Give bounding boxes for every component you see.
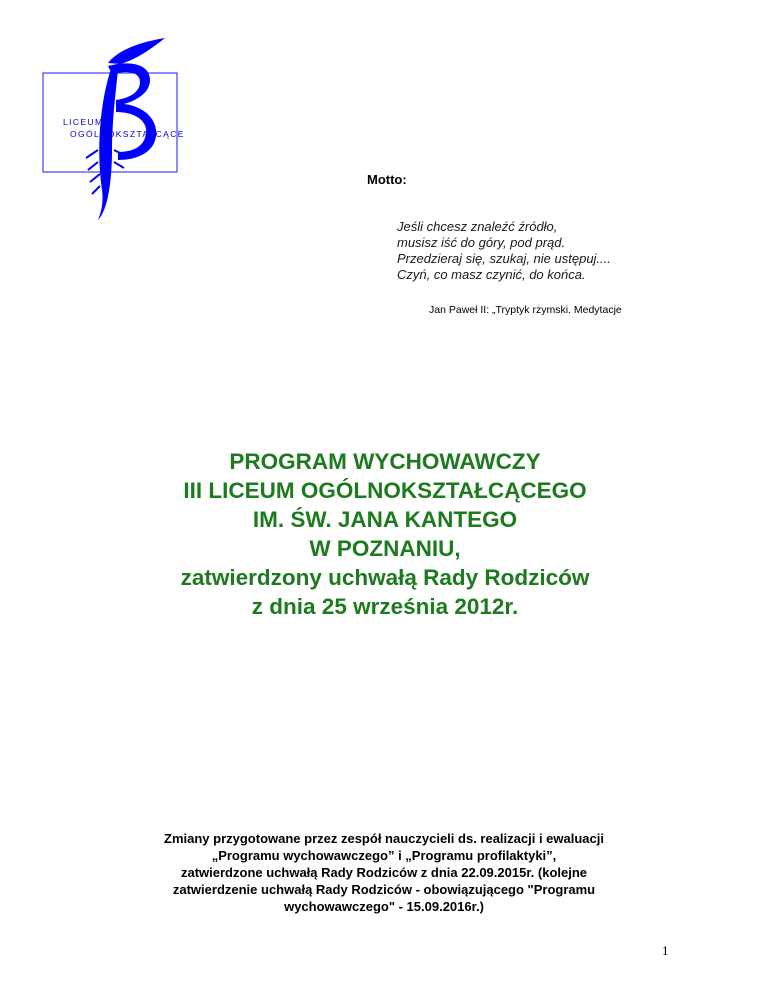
poem-line: Czyń, co masz czynić, do końca. — [397, 267, 586, 282]
document-title — [0, 447, 768, 621]
changes-line: wychowawczego" - 15.09.2016r.) — [284, 899, 484, 914]
motto-label: Motto: — [367, 172, 407, 187]
motto-poem — [397, 219, 611, 283]
feather-logo-icon — [0, 0, 238, 308]
feather-quill — [98, 66, 118, 220]
logo-line-1: LICEUM — [63, 117, 104, 127]
changes-line: Zmiany przygotowane przez zespół nauczycieli ds. realizacji i ewaluacji — [164, 831, 604, 846]
school-logo — [0, 0, 238, 308]
title-line: IM. ŚW. JANA KANTEGO — [252, 507, 518, 532]
logo-line-2: OGÓLNOKSZTAŁCĄCE — [70, 129, 185, 139]
title-line: W POZNANIU, — [309, 536, 461, 561]
changes-note — [0, 830, 768, 915]
title-line: PROGRAM WYCHOWAWCZY — [229, 449, 541, 474]
poem-line: Jeśli chcesz znaleźć źródło, — [397, 219, 558, 234]
changes-line: zatwierdzenie uchwałą Rady Rodziców - obowiązującego "Programu — [172, 882, 596, 897]
poem-line: Przedzieraj się, szukaj, nie ustępuj.... — [397, 251, 611, 266]
motto-source: Jan Paweł II: „Tryptyk rzymski. Medytacje — [429, 304, 622, 316]
title-line: zatwierdzony uchwałą Rady Rodziców — [180, 565, 590, 590]
changes-line: „Programu wychowawczego” i „Programu profilaktyki”, — [211, 848, 557, 863]
changes-line: zatwierdzone uchwałą Rady Rodziców z dnia 22.09.2015r. (kolejne — [180, 865, 588, 880]
title-line: z dnia 25 września 2012r. — [251, 594, 519, 619]
poem-line: musisz iść do góry, pod prąd. — [397, 235, 566, 250]
feather-crest — [108, 38, 165, 64]
page-number: 1 — [662, 943, 669, 958]
title-line: III LICEUM OGÓLNOKSZTAŁCĄCEGO — [183, 478, 587, 503]
